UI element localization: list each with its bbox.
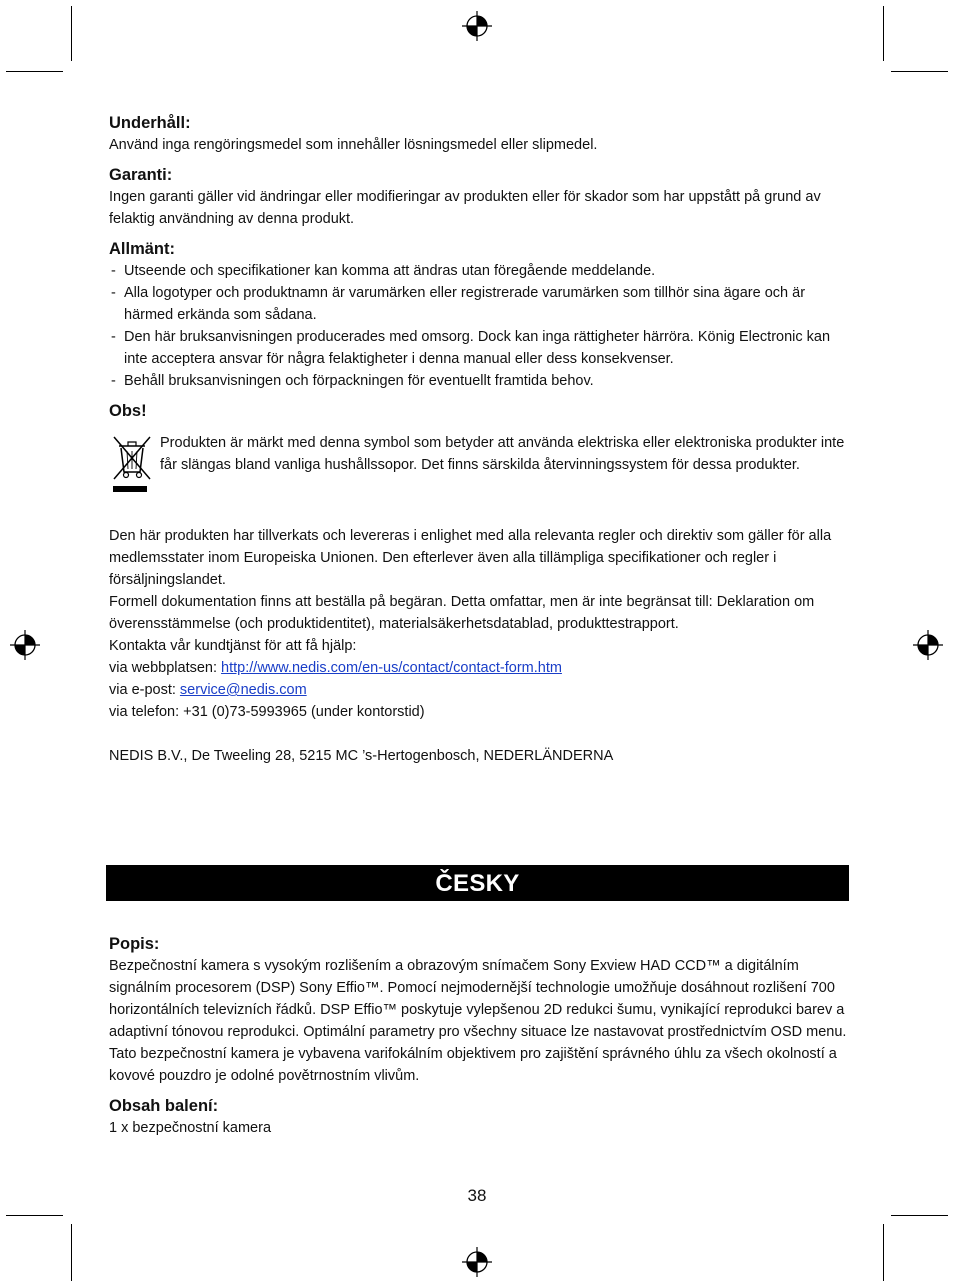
description-heading: Popis:: [109, 935, 160, 953]
warranty-heading: Garanti:: [109, 166, 173, 184]
list-item: - Alla logotyper och produktnamn är varumärken eller registrerade varumärken som tillhör sina ägare och är härmed erkända som sådana.: [109, 282, 849, 326]
crossed-out-wheelie-bin-icon: [110, 432, 154, 494]
crop-mark: [6, 1215, 63, 1216]
note-row: [109, 432, 849, 494]
package-text: 1 x bezpečnostní kamera: [109, 1120, 272, 1136]
crop-mark: [891, 71, 948, 72]
registration-mark-icon: [461, 1246, 493, 1278]
registration-mark-icon: [9, 629, 41, 661]
list-item: - Utseende och specifikationer kan komma att ändras utan föregående meddelande.: [109, 260, 849, 282]
compliance-paragraph: Den här produkten har tillverkats och levereras i enlighet med alla relevanta regler och direktiv som gäller för alla medlemsstater inom Europeiska Unionen. Den efterlever även alla tillämpliga specifikationer och regler i försäljningslandet.: [109, 528, 832, 588]
contact-web: via webbplatsen: http://www.nedis.com/en-us/contact/contact-form.htm: [109, 660, 562, 676]
crop-mark: [883, 6, 884, 61]
documentation-paragraph: Formell dokumentation finns att beställa på begäran. Detta omfattar, men är inte begränsat till: Deklaration om överensstämmelse (och produktidentitet), materialsäkerhetsdatablad, produkttestrapport.: [109, 594, 815, 632]
crop-mark: [71, 1224, 72, 1281]
email-link[interactable]: service@nedis.com: [179, 682, 307, 698]
registration-mark-icon: [461, 10, 493, 42]
maintenance-heading: Underhåll:: [109, 114, 191, 132]
description-text: Bezpečnostní kamera s vysokým rozlišením a obrazovým snímačem Sony Exview HAD CCD™ a digitálním signálním procesorem (DSP) Sony Effio™. Pomocí nejmodernější technologie umožňuje dosáhnout rozlišení 700 horizontálních televizních řádků. DSP Effio™ poskytuje vylepšenou 2D redukci šumu, vynikající reprodukci barev a adaptivní tónovou reprodukci. Optimální parametry pro všechny situace lze nastavovat prostřednictvím OSD menu. Tato bezpečnostní kamera je vybavena varifokálním objektivem pro zajištění správného úhlu za všech okolností a kovové pouzdro je odolné povětrnostním vlivům.: [109, 958, 847, 1084]
note-section: [109, 400, 849, 494]
list-item: - Den här bruksanvisningen producerades med omsorg. Dock kan inga rättigheter härröra. König Electronic kan inte acceptera ansvar för några felaktigheter i denna manual eller dess konsekvenser.: [109, 326, 849, 370]
general-section: [109, 238, 849, 392]
compliance-block: [109, 525, 849, 767]
registration-mark-icon: [912, 629, 944, 661]
contact-email: via e-post: service@nedis.com: [109, 682, 307, 698]
general-heading: Allmänt:: [109, 240, 175, 258]
note-text: Produkten är märkt med denna symbol som betyder att använda elektriska eller elektroniska produkter inte får slängas bland vanliga hushållssopor. Det finns särskilda återvinningssystem för dessa produkter.: [160, 435, 845, 473]
package-section: [109, 1095, 849, 1139]
contact-form-link[interactable]: http://www.nedis.com/en-us/contact/contact-form.htm: [221, 660, 562, 676]
language-banner: ČESKY: [106, 865, 849, 901]
czech-section: [109, 933, 849, 1139]
package-heading: Obsah balení:: [109, 1097, 219, 1115]
description-section: [109, 933, 849, 1087]
contact-intro: Kontakta vår kundtjänst för att få hjälp:: [109, 638, 357, 654]
general-list: [109, 260, 849, 392]
warranty-text: Ingen garanti gäller vid ändringar eller modifieringar av produkten eller för skador som har uppstått på grund av felaktig användning av denna produkt.: [109, 189, 821, 227]
maintenance-section: [109, 112, 849, 156]
swedish-section: [109, 112, 849, 767]
page-number: 38: [467, 1186, 487, 1205]
note-heading: Obs!: [109, 402, 147, 420]
crop-mark: [71, 6, 72, 61]
company-address: NEDIS B.V., De Tweeling 28, 5215 MC ’s-Hertogenbosch, NEDERLÄNDERNA: [109, 748, 614, 764]
crop-mark: [883, 1224, 884, 1281]
crop-mark: [891, 1215, 948, 1216]
list-item: - Behåll bruksanvisningen och förpackningen för eventuellt framtida behov.: [109, 370, 849, 392]
maintenance-text: Använd inga rengöringsmedel som innehåller lösningsmedel eller slipmedel.: [109, 137, 598, 153]
contact-phone: via telefon: +31 (0)73-5993965 (under kontorstid): [109, 704, 425, 720]
warranty-section: [109, 164, 849, 230]
crop-mark: [6, 71, 63, 72]
